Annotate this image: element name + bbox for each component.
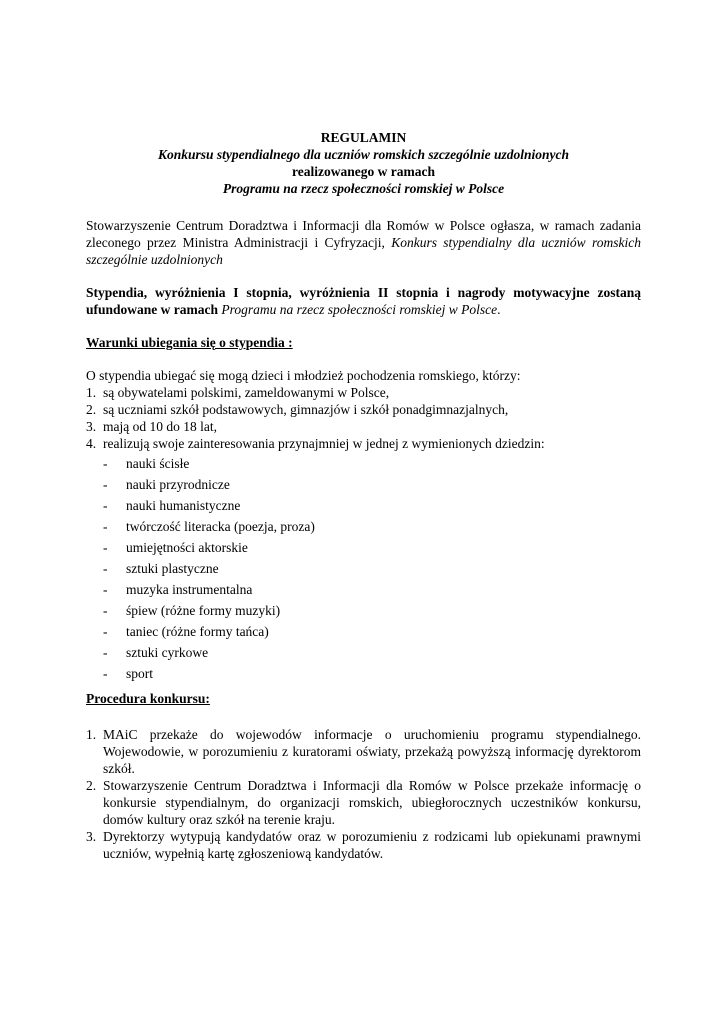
dash-bullet: - bbox=[103, 582, 108, 597]
procedure-heading: Procedura konkursu: bbox=[86, 691, 210, 706]
fields-list bbox=[86, 455, 641, 686]
dash-bullet: - bbox=[103, 624, 108, 639]
funding-end: . bbox=[497, 302, 501, 317]
procedure-list bbox=[86, 726, 641, 862]
list-item-text: realizują swoje zainteresowania przynajmniej w jednej z wymienionych dziedzin: bbox=[103, 436, 545, 451]
list-item bbox=[86, 384, 641, 401]
list-item-number: 4. bbox=[86, 436, 97, 451]
field-item bbox=[86, 560, 641, 581]
field-item-text: sztuki cyrkowe bbox=[126, 645, 209, 660]
procedure-item-text: Stowarzyszenie Centrum Doradztwa i Informacji dla Romów w Polsce przekaże informację o konkursie stypendialnym, do organizacji romskich, ubiegłorocznych uczestników konkursu, domów kultury oraz szkół na terenie kraju. bbox=[103, 778, 641, 827]
conditions-list bbox=[86, 384, 641, 452]
dash-bullet: - bbox=[103, 456, 108, 471]
procedure-item-number: 2. bbox=[86, 778, 97, 793]
procedure-item-text: MAiC przekaże do wojewodów informacje o uruchomieniu programu stypendialnego. Wojewodowie, w porozumieniu z kuratorami oświaty, przekażą powyższą informację dyrektorom szkół. bbox=[103, 727, 641, 776]
field-item-text: umiejętności aktorskie bbox=[126, 540, 248, 555]
field-item bbox=[86, 476, 641, 497]
field-item bbox=[86, 644, 641, 665]
intro-paragraph bbox=[86, 217, 641, 268]
conditions-lead: O stypendia ubiegać się mogą dzieci i młodzież pochodzenia romskiego, którzy: bbox=[86, 368, 521, 383]
field-item-text: twórczość literacka (poezja, proza) bbox=[126, 519, 315, 534]
conditions-heading: Warunki ubiegania się o stypendia : bbox=[86, 335, 293, 350]
procedure-item bbox=[86, 828, 641, 862]
intro-text: Stowarzyszenie Centrum Doradztwa i Informacji dla Romów w Polsce ogłasza, w ramach zadania zleconego przez Ministra Administracji i Cyfryzacji, bbox=[86, 218, 641, 250]
list-item-number: 1. bbox=[86, 385, 97, 400]
procedure-item bbox=[86, 726, 641, 777]
field-item bbox=[86, 497, 641, 518]
document-page bbox=[86, 129, 641, 862]
dash-bullet: - bbox=[103, 561, 108, 576]
field-item-text: sztuki plastyczne bbox=[126, 561, 219, 576]
field-item bbox=[86, 539, 641, 560]
list-item bbox=[86, 435, 641, 452]
field-item-text: nauki humanistyczne bbox=[126, 498, 241, 513]
field-item bbox=[86, 455, 641, 476]
list-item bbox=[86, 401, 641, 418]
procedure-item-number: 1. bbox=[86, 727, 97, 742]
field-item bbox=[86, 665, 641, 686]
procedure-item-number: 3. bbox=[86, 829, 97, 844]
procedure-item bbox=[86, 777, 641, 828]
list-item-text: są uczniami szkół podstawowych, gimnazjów i szkół ponadgimnazjalnych, bbox=[103, 402, 509, 417]
dash-bullet: - bbox=[103, 519, 108, 534]
field-item-text: śpiew (różne formy muzyki) bbox=[126, 603, 281, 618]
document-title: REGULAMIN bbox=[320, 130, 407, 145]
field-item-text: sport bbox=[126, 666, 153, 681]
dash-bullet: - bbox=[103, 603, 108, 618]
list-item-number: 2. bbox=[86, 402, 97, 417]
dash-bullet: - bbox=[103, 498, 108, 513]
list-item-text: są obywatelami polskimi, zameldowanymi w Polsce, bbox=[103, 385, 390, 400]
procedure-item-text: Dyrektorzy wytypują kandydatów oraz w porozumieniu z rodzicami lub opiekunami prawnymi uczniów, wypełnią kartę zgłoszeniową kandydatów. bbox=[103, 829, 641, 861]
list-item bbox=[86, 418, 641, 435]
field-item bbox=[86, 602, 641, 623]
field-item bbox=[86, 623, 641, 644]
field-item-text: nauki ścisłe bbox=[126, 456, 190, 471]
list-item-text: mają od 10 do 18 lat, bbox=[103, 419, 217, 434]
intro-italic: Konkurs stypendialny dla uczniów romskich szczególnie uzdolnionych bbox=[86, 235, 641, 267]
list-item-number: 3. bbox=[86, 419, 97, 434]
dash-bullet: - bbox=[103, 666, 108, 681]
subtitle-competition: Konkursu stypendialnego dla uczniów romskich szczególnie uzdolnionych bbox=[157, 147, 570, 162]
field-item-text: nauki przyrodnicze bbox=[126, 477, 230, 492]
field-item-text: taniec (różne formy tańca) bbox=[126, 624, 269, 639]
funding-italic: Programu na rzecz społeczności romskiej w Polsce bbox=[221, 302, 498, 317]
field-item-text: muzyka instrumentalna bbox=[126, 582, 253, 597]
field-item bbox=[86, 581, 641, 602]
document-header bbox=[86, 129, 641, 197]
dash-bullet: - bbox=[103, 645, 108, 660]
funding-paragraph bbox=[86, 284, 641, 318]
dash-bullet: - bbox=[103, 540, 108, 555]
field-item bbox=[86, 518, 641, 539]
subtitle-realized: realizowanego w ramach bbox=[292, 164, 435, 179]
funding-bold: Stypendia, wyróżnienia I stopnia, wyróżnienia II stopnia i nagrody motywacyjne zostaną ufundowane w ramach bbox=[86, 285, 641, 317]
subtitle-program: Programu na rzecz społeczności romskiej w Polsce bbox=[222, 181, 505, 196]
dash-bullet: - bbox=[103, 477, 108, 492]
